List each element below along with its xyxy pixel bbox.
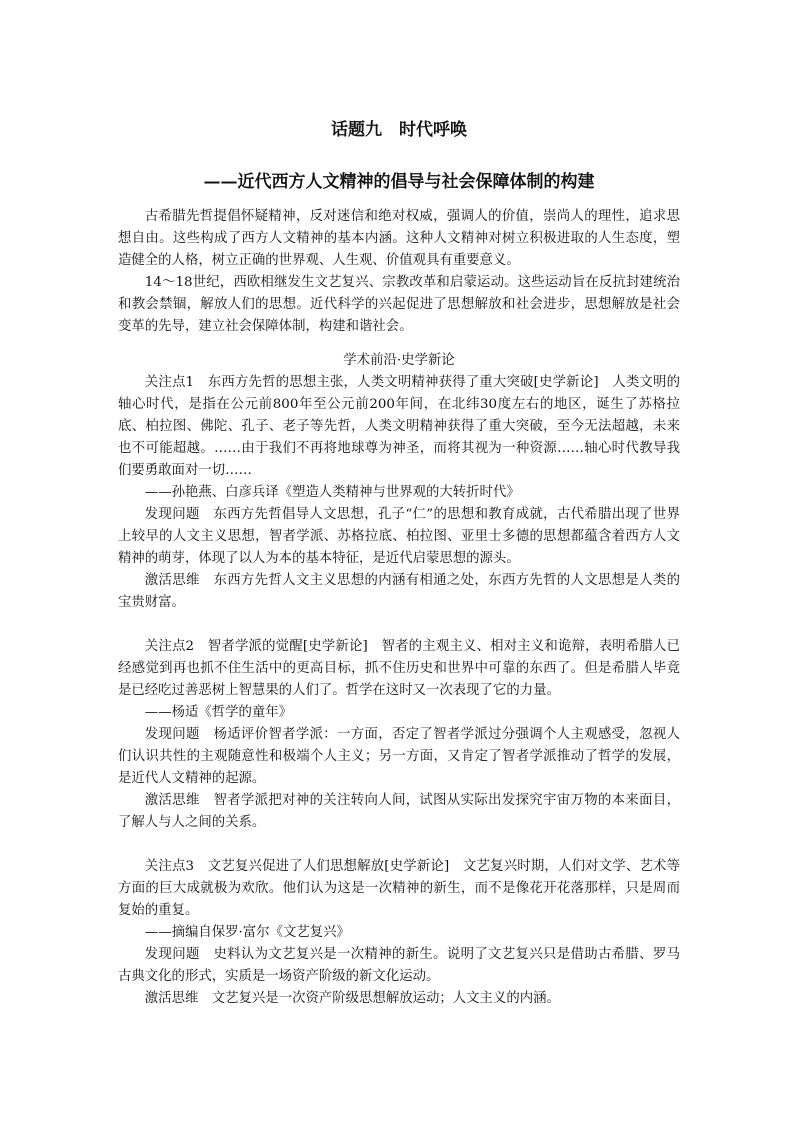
focus-point-source: ——杨适《哲学的童年》: [144, 705, 293, 720]
intro-paragraph: 14～18世纪，西欧相继发生文艺复兴、宗教改革和启蒙运动。这些运动旨在反抗封建统治和教会禁锢，解放人们的思想。近代科学的兴起促进了思想解放和社会进步，思想解放是社会变革的先导，建立社会保障体制，构建和谐社会。: [118, 275, 680, 334]
discover-problem: 发现问题 东西方先哲倡导人文思想，孔子“仁”的思想和教育成就，古代希腊出现了世界上较早的人文主义思想，智者学派、苏格拉底、柏拉图、亚里士多德的思想都蕴含着西方人文精神的萌芽，体现了以人为本的基本特征，是近代启蒙思想的源头。: [118, 507, 680, 566]
document-page: [118, 118, 680, 1010]
activate-thinking: 激活思维 文艺复兴是一次资产阶级思想解放运动；人文主义的内涵。: [144, 991, 560, 1006]
intro-paragraph: 古希腊先哲提倡怀疑精神，反对迷信和绝对权威，强调人的价值，崇尚人的理性，追求思想自由。这些构成了西方人文精神的基本内涵。这种人文精神对树立积极进取的人生态度，塑造健全的人格，树立正确的世界观、人生观、价值观具有重要意义。: [118, 209, 680, 268]
focus-point-text: 关注点1 东西方先哲的思想主张，人类文明精神获得了重大突破[史学新论] 人类文明的轴心时代，是指在公元前800年至公元前200年间，在北纬30度左右的地区，诞生了苏格拉底、柏拉图、佛陀、孔子、老子等先哲，人类文明精神获得了重大突破，至今无法超越，未来也不可能超越。……由于我们不再将地球尊为神圣，而将其视为一种资源……轴心时代教导我们要勇敢面对一切……: [118, 375, 680, 478]
focus-point-source: ——摘编自保罗·富尔《文艺复兴》: [144, 925, 350, 940]
activate-thinking: 激活思维 东西方先哲人文主义思想的内涵有相通之处，东西方先哲的人文思想是人类的宝贵财富。: [118, 573, 680, 610]
focus-point-source: ——孙艳燕、白彦兵译《塑造人类精神与世界观的大转折时代》: [144, 485, 520, 500]
focus-point-1: [118, 372, 680, 614]
focus-point-3: [118, 856, 680, 1010]
activate-thinking: 激活思维 智者学派把对神的关注转向人间，试图从实际出发探究宇宙万物的本来面目，了解人与人之间的关系。: [118, 793, 680, 830]
discover-problem: 发现问题 史料认为文艺复兴是一次精神的新生。说明了文艺复兴只是借助古希腊、罗马古典文化的形式，实质是一场资产阶级的新文化运动。: [118, 947, 680, 984]
discover-problem: 发现问题 杨适评价智者学派：一方面，否定了智者学派过分强调个人主观感受，忽视人们认识共性的主观随意性和极端个人主义；另一方面，又肯定了智者学派推动了哲学的发展，是近代人文精神的起源。: [118, 727, 680, 786]
focus-point-text: 关注点2 智者学派的觉醒[史学新论] 智者的主观主义、相对主义和诡辩，表明希腊人已经感觉到再也抓不住生活中的更高目标，抓不住历史和世界中可靠的东西了。但是希腊人毕竟是已经吃过善恶树上智慧果的人们了。哲学在这时又一次表现了它的力量。: [118, 639, 680, 698]
focus-point-text: 关注点3 文艺复兴促进了人们思想解放[史学新论] 文艺复兴时期，人们对文学、艺术等方面的巨大成就极为欢欣。他们认为这是一次精神的新生，而不是像花开花落那样，只是周而复始的重复。: [118, 859, 680, 918]
section-title: 学术前沿·史学新论: [343, 353, 455, 368]
focus-point-2: [118, 636, 680, 834]
spacer: [118, 614, 680, 636]
page-subtitle: ——近代西方人文精神的倡导与社会保障体制的构建: [203, 172, 595, 192]
page-title: 话题九 时代呼唤: [331, 120, 467, 140]
spacer: [118, 834, 680, 856]
